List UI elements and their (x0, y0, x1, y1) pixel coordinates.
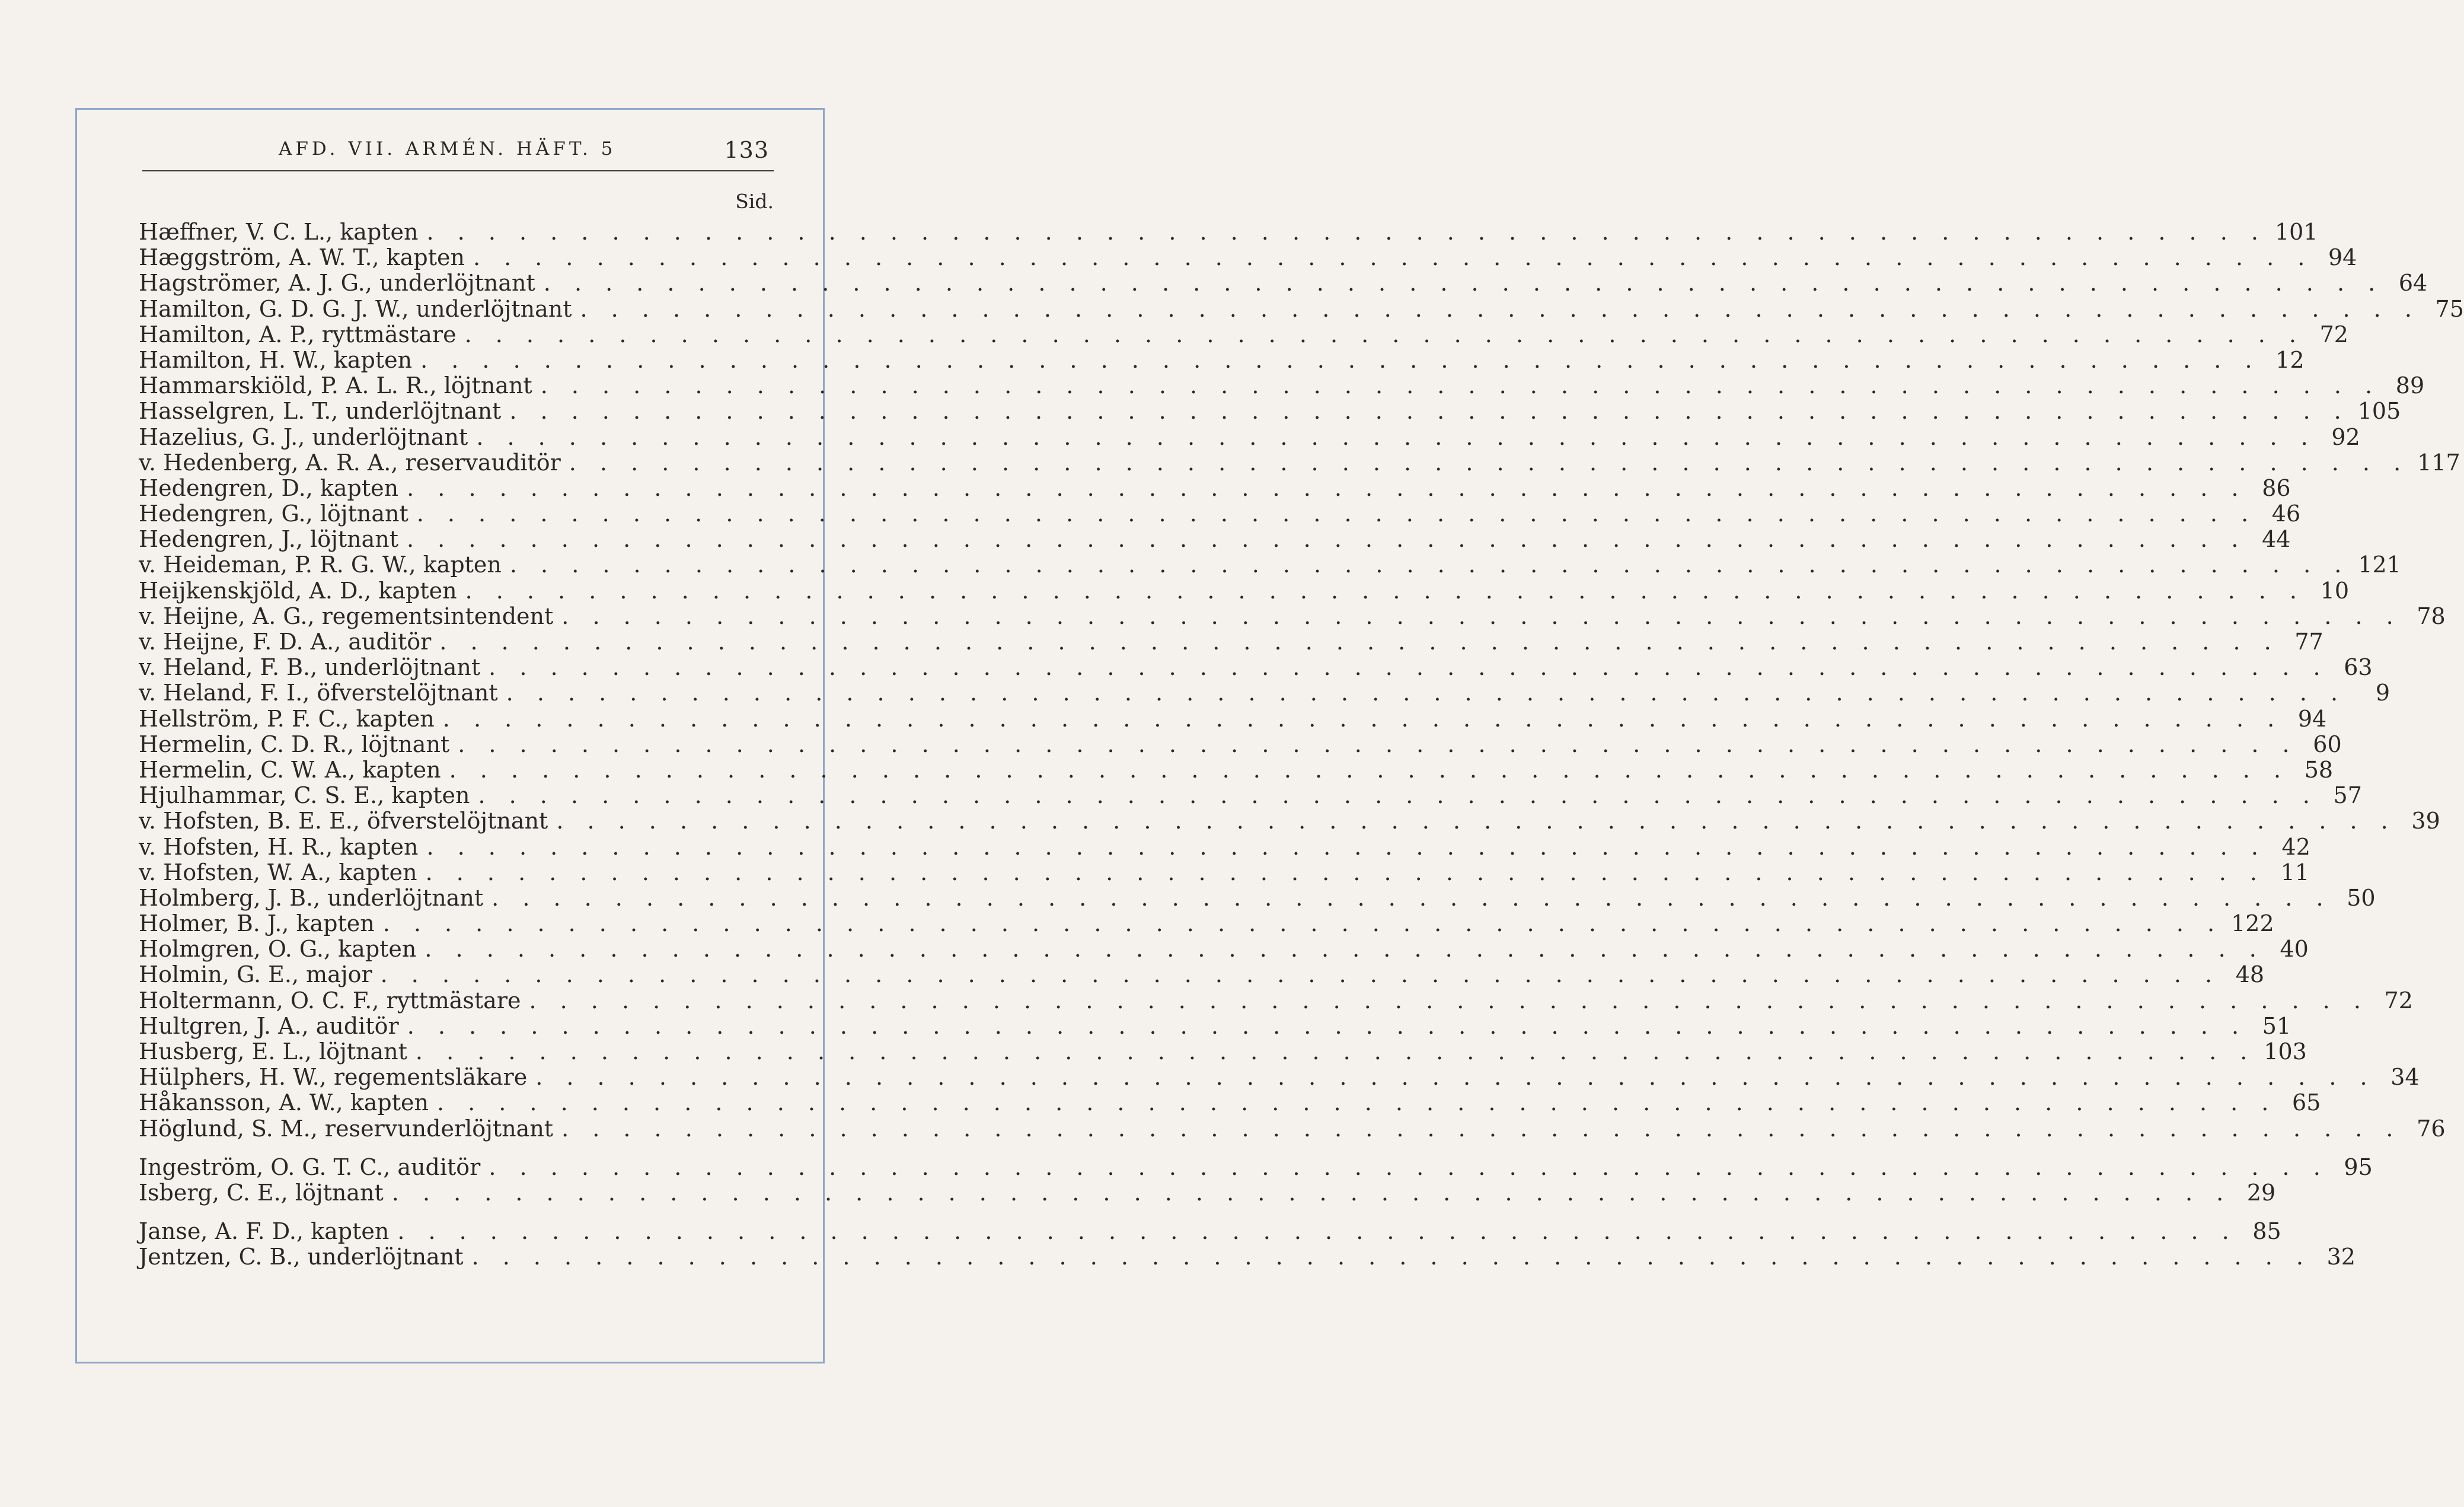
entry-page-number: 86 (2262, 474, 2291, 501)
index-entry (139, 1218, 2281, 1245)
index-entry (139, 474, 2291, 501)
dot-leader: . . . . . . . . . . . . . . . . . . . . . . . . . . . . . . . . . . . . . . . . . . . . . . . . . . . . . . . . . . . . (425, 859, 2266, 885)
entry-name: Hæggström, A. W. T., kapten (139, 244, 465, 271)
dot-leader: . . . . . . . . . . . . . . . . . . . . . . . . . . . . . . . . . . . . . . . . . . . . . . . . . . . . . . . . . . . . (473, 244, 2313, 271)
entry-page-number: 94 (2328, 244, 2357, 271)
dot-leader: . . . . . . . . . . . . . . . . . . . . . . . . . . . . . . . . . . . . . . . . . . . . . . . . . . . . . . . . . . . . (506, 680, 2347, 706)
entry-name: v. Heijne, F. D. A., auditör (139, 629, 432, 655)
entry-page-number: 72 (2384, 987, 2413, 1014)
entry-name: Jentzen, C. B., underlöjtnant (139, 1244, 464, 1270)
entry-name: Hermelin, C. W. A., kapten (139, 756, 441, 783)
entry-page-number: 85 (2252, 1218, 2281, 1245)
entry-name: Hagströmer, A. J. G., underlöjtnant (139, 270, 535, 297)
entry-page-number: 51 (2262, 1012, 2291, 1039)
entry-name: Hamilton, A. P., ryttmästare (139, 321, 457, 348)
index-entry (139, 1244, 2356, 1270)
index-entry (139, 731, 2342, 757)
entry-page-number: 76 (2417, 1115, 2446, 1142)
entry-page-number: 65 (2292, 1089, 2321, 1116)
entry-page-number: 63 (2344, 654, 2373, 681)
entry-page-number: 89 (2395, 372, 2425, 399)
index-entry (139, 756, 2334, 783)
index-entry (139, 705, 2327, 732)
entry-page-number: 50 (2347, 884, 2376, 911)
index-entry (139, 680, 2390, 706)
entry-page-number: 64 (2398, 270, 2428, 297)
entry-page-number: 42 (2281, 833, 2310, 860)
entry-name: Hedengren, G., löjtnant (139, 501, 408, 527)
dot-leader: . . . . . . . . . . . . . . . . . . . . . . . . . . . . . . . . . . . . . . . . . . . . . . . . . . . . . . . . . . . . (426, 219, 2267, 245)
entry-name: Janse, A. F. D., kapten (139, 1218, 390, 1245)
index-entry (139, 910, 2274, 937)
index-entry (139, 936, 2309, 963)
dot-leader: . . . . . . . . . . . . . . . . . . . . . . . . . . . . . . . . . . . . . . . . . . . . . . . . . . . . . . . . . . . . (569, 449, 2409, 476)
index-entry (139, 1012, 2291, 1039)
index-entry (139, 833, 2310, 860)
entry-name: Hæffner, V. C. L., kapten (139, 219, 419, 245)
entry-page-number: 75 (2435, 295, 2464, 322)
dot-leader: . . . . . . . . . . . . . . . . . . . . . . . . . . . . . . . . . . . . . . . . . . . . . . . . . . . . . . . . . . . . (556, 808, 2396, 834)
page-column-label: Sid. (735, 190, 774, 213)
entry-page-number: 105 (2357, 398, 2401, 425)
dot-leader: . . . . . . . . . . . . . . . . . . . . . . . . . . . . . . . . . . . . . . . . . . . . . . . . . . . . . . . . . . . . (476, 423, 2316, 450)
index-entry (139, 1038, 2307, 1065)
dot-leader: . . . . . . . . . . . . . . . . . . . . . . . . . . . . . . . . . . . . . . . . . . . . . . . . . . . . . . . . . . . . (465, 577, 2305, 604)
index-entry (139, 244, 2357, 271)
entry-name: Heijkenskjöld, A. D., kapten (139, 577, 457, 604)
index-entry (139, 1089, 2321, 1116)
index-entry (139, 603, 2446, 629)
entry-page-number: 46 (2271, 501, 2301, 527)
index-entry (139, 398, 2401, 425)
entry-page-number: 121 (2358, 552, 2401, 578)
running-header (142, 133, 774, 171)
index-entry (139, 1154, 2373, 1180)
entry-name: Hedengren, J., löjtnant (139, 526, 399, 553)
entry-page-number: 60 (2313, 731, 2342, 757)
dot-leader: . . . . . . . . . . . . . . . . . . . . . . . . . . . . . . . . . . . . . . . . . . . . . . . . . . . . . . . . . . . . (449, 756, 2290, 783)
entry-page-number: 40 (2280, 936, 2309, 963)
entry-page-number: 94 (2297, 705, 2327, 732)
entry-name: Hülphers, H. W., regementsläkare (139, 1064, 528, 1091)
index-entry (139, 270, 2428, 297)
entry-name: Hammarskiöld, P. A. L. R., löjtnant (139, 372, 532, 399)
entry-page-number: 95 (2344, 1154, 2373, 1180)
entry-page-number: 57 (2333, 782, 2362, 809)
entry-page-number: 10 (2320, 577, 2349, 604)
dot-leader: . . . . . . . . . . . . . . . . . . . . . . . . . . . . . . . . . . . . . . . . . . . . . . . . . . . . . . . . . . . . (509, 398, 2350, 425)
entry-name: Höglund, S. M., reservunderlöjtnant (139, 1115, 554, 1142)
entry-name: v. Heland, F. B., underlöjtnant (139, 654, 481, 681)
entry-name: Holmin, G. E., major (139, 961, 372, 988)
entry-name: v. Hofsten, W. A., kapten (139, 859, 417, 885)
dot-leader: . . . . . . . . . . . . . . . . . . . . . . . . . . . . . . . . . . . . . . . . . . . . . . . . . . . . . . . . . . . . (535, 1064, 2376, 1091)
entry-name: Hasselgren, L. T., underlöjtnant (139, 398, 502, 425)
index-entry (139, 629, 2323, 655)
entry-page-number: 39 (2411, 808, 2440, 834)
index-entry (139, 501, 2301, 527)
dot-leader: . . . . . . . . . . . . . . . . . . . . . . . . . . . . . . . . . . . . . . . . . . . . . . . . . . . . . . . . . . . . (426, 833, 2267, 860)
group-separator (139, 1142, 773, 1155)
dot-leader: . . . . . . . . . . . . . . . . . . . . . . . . . . . . . . . . . . . . . . . . . . . . . . . . . . . . . . . . . . . . (416, 501, 2257, 527)
entry-page-number: 12 (2275, 346, 2305, 373)
index-entry (139, 808, 2440, 834)
entry-name: Ingeström, O. G. T. C., auditör (139, 1154, 481, 1180)
index-entry (139, 321, 2348, 348)
entry-page-number: 58 (2304, 756, 2334, 783)
entry-page-number: 101 (2274, 219, 2318, 245)
entry-page-number: 78 (2417, 603, 2446, 629)
dot-leader: . . . . . . . . . . . . . . . . . . . . . . . . . . . . . . . . . . . . . . . . . . . . . . . . . . . . . . . . . . . . (491, 884, 2332, 911)
dot-leader: . . . . . . . . . . . . . . . . . . . . . . . . . . . . . . . . . . . . . . . . . . . . . . . . . . . . . . . . . . . . (529, 987, 2369, 1014)
index-entry (139, 654, 2373, 681)
entry-name: Hedengren, D., kapten (139, 474, 399, 501)
index-entry (139, 552, 2401, 578)
index-entry (139, 423, 2360, 450)
entry-page-number: 29 (2246, 1179, 2276, 1206)
entry-name: v. Hofsten, H. R., kapten (139, 833, 419, 860)
dot-leader: . . . . . . . . . . . . . . . . . . . . . . . . . . . . . . . . . . . . . . . . . . . . . . . . . . . . . . . . . . . . (489, 1154, 2329, 1180)
dot-leader: . . . . . . . . . . . . . . . . . . . . . . . . . . . . . . . . . . . . . . . . . . . . . . . . . . . . . . . . . . . . (439, 629, 2280, 655)
dot-leader: . . . . . . . . . . . . . . . . . . . . . . . . . . . . . . . . . . . . . . . . . . . . . . . . . . . . . . . . . . . . (420, 346, 2261, 373)
entry-page-number: 122 (2231, 910, 2274, 937)
entry-page-number: 9 (2375, 680, 2390, 706)
entry-name: Isberg, C. E., löjtnant (139, 1179, 384, 1206)
running-title: AFD. VII. ARMÉN. HÄFT. 5 (279, 138, 617, 160)
index-entry (139, 1064, 2420, 1091)
index-entry (139, 346, 2305, 373)
entry-page-number: 44 (2262, 526, 2291, 553)
entry-name: Holtermann, O. C. F., ryttmästare (139, 987, 521, 1014)
entry-name: v. Heijne, A. G., regementsintendent (139, 603, 554, 629)
index-entry (139, 295, 2464, 322)
page-number: 133 (724, 137, 769, 163)
entry-name: Hamilton, H. W., kapten (139, 346, 413, 373)
entry-page-number: 11 (2280, 859, 2310, 885)
dot-leader: . . . . . . . . . . . . . . . . . . . . . . . . . . . . . . . . . . . . . . . . . . . . . . . . . . . . . . . . . . . . (382, 910, 2223, 937)
index-entry (139, 859, 2310, 885)
entry-name: Hermelin, C. D. R., löjtnant (139, 731, 450, 757)
entry-name: Hamilton, G. D. G. J. W., underlöjtnant (139, 295, 572, 322)
dot-leader: . . . . . . . . . . . . . . . . . . . . . . . . . . . . . . . . . . . . . . . . . . . . . . . . . . . . . . . . . . . . (442, 705, 2283, 732)
entry-page-number: 103 (2264, 1038, 2307, 1065)
dot-leader: . . . . . . . . . . . . . . . . . . . . . . . . . . . . . . . . . . . . . . . . . . . . . . . . . . . . . . . . . . . . (543, 270, 2384, 297)
index-entry (139, 987, 2413, 1014)
entry-name: Holmgren, O. G., kapten (139, 936, 417, 963)
index-entry (139, 1179, 2276, 1206)
dot-leader: . . . . . . . . . . . . . . . . . . . . . . . . . . . . . . . . . . . . . . . . . . . . . . . . . . . . . . . . . . . . (580, 295, 2420, 322)
entry-page-number: 32 (2326, 1244, 2356, 1270)
entry-page-number: 34 (2390, 1064, 2420, 1091)
entry-name: Hjulhammar, C. S. E., kapten (139, 782, 470, 809)
dot-leader: . . . . . . . . . . . . . . . . . . . . . . . . . . . . . . . . . . . . . . . . . . . . . . . . . . . . . . . . . . . . (561, 603, 2402, 629)
group-separator (139, 1206, 773, 1219)
entry-name: Husberg, E. L., löjtnant (139, 1038, 407, 1065)
index-entry (139, 884, 2376, 911)
index-entry (139, 372, 2425, 399)
index-entry (139, 526, 2291, 553)
index-entry (139, 1115, 2446, 1142)
dot-leader: . . . . . . . . . . . . . . . . . . . . . . . . . . . . . . . . . . . . . . . . . . . . . . . . . . . . . . . . . . . . (397, 1218, 2238, 1245)
entry-name: Holmberg, J. B., underlöjtnant (139, 884, 484, 911)
index-entry (139, 219, 2318, 245)
entry-name: Hazelius, G. J., underlöjtnant (139, 423, 468, 450)
dot-leader: . . . . . . . . . . . . . . . . . . . . . . . . . . . . . . . . . . . . . . . . . . . . . . . . . . . . . . . . . . . . (471, 1244, 2312, 1270)
entry-name: v. Hofsten, B. E. E., öfverstelöjtnant (139, 808, 548, 834)
entry-page-number: 92 (2331, 423, 2360, 450)
entry-name: v. Heland, F. I., öfverstelöjtnant (139, 680, 498, 706)
dot-leader: . . . . . . . . . . . . . . . . . . . . . . . . . . . . . . . . . . . . . . . . . . . . . . . . . . . . . . . . . . . . (407, 526, 2247, 553)
dot-leader: . . . . . . . . . . . . . . . . . . . . . . . . . . . . . . . . . . . . . . . . . . . . . . . . . . . . . . . . . . . . (561, 1115, 2402, 1142)
dot-leader: . . . . . . . . . . . . . . . . . . . . . . . . . . . . . . . . . . . . . . . . . . . . . . . . . . . . . . . . . . . . (458, 731, 2298, 757)
dot-leader: . . . . . . . . . . . . . . . . . . . . . . . . . . . . . . . . . . . . . . . . . . . . . . . . . . . . . . . . . . . . (464, 321, 2305, 348)
entry-name: v. Hedenberg, A. R. A., reservauditör (139, 449, 561, 476)
index-entry (139, 577, 2349, 604)
entry-name: Håkansson, A. W., kapten (139, 1089, 429, 1116)
index-entry (139, 961, 2265, 988)
dot-leader: . . . . . . . . . . . . . . . . . . . . . . . . . . . . . . . . . . . . . . . . . . . . . . . . . . . . . . . . . . . . (509, 552, 2350, 578)
dot-leader: . . . . . . . . . . . . . . . . . . . . . . . . . . . . . . . . . . . . . . . . . . . . . . . . . . . . . . . . . . . . (391, 1179, 2232, 1206)
dot-leader: . . . . . . . . . . . . . . . . . . . . . . . . . . . . . . . . . . . . . . . . . . . . . . . . . . . . . . . . . . . . (415, 1038, 2256, 1065)
index-entry (139, 782, 2362, 809)
entry-page-number: 77 (2294, 629, 2323, 655)
entry-page-number: 48 (2235, 961, 2265, 988)
index-entry (139, 449, 2460, 476)
dot-leader: . . . . . . . . . . . . . . . . . . . . . . . . . . . . . . . . . . . . . . . . . . . . . . . . . . . . . . . . . . . . (407, 1012, 2248, 1039)
dot-leader: . . . . . . . . . . . . . . . . . . . . . . . . . . . . . . . . . . . . . . . . . . . . . . . . . . . . . . . . . . . . (436, 1089, 2277, 1116)
dot-leader: . . . . . . . . . . . . . . . . . . . . . . . . . . . . . . . . . . . . . . . . . . . . . . . . . . . . . . . . . . . . (489, 654, 2329, 681)
entry-page-number: 72 (2319, 321, 2348, 348)
dot-leader: . . . . . . . . . . . . . . . . . . . . . . . . . . . . . . . . . . . . . . . . . . . . . . . . . . . . . . . . . . . . (478, 782, 2318, 809)
dot-leader: . . . . . . . . . . . . . . . . . . . . . . . . . . . . . . . . . . . . . . . . . . . . . . . . . . . . . . . . . . . . (380, 961, 2221, 988)
dot-leader: . . . . . . . . . . . . . . . . . . . . . . . . . . . . . . . . . . . . . . . . . . . . . . . . . . . . . . . . . . . . (540, 372, 2381, 399)
entry-name: Hellström, P. F. C., kapten (139, 705, 435, 732)
entry-name: Holmer, B. J., kapten (139, 910, 375, 937)
dot-leader: . . . . . . . . . . . . . . . . . . . . . . . . . . . . . . . . . . . . . . . . . . . . . . . . . . . . . . . . . . . . (425, 936, 2265, 963)
entry-page-number: 117 (2417, 449, 2460, 476)
index-list (139, 219, 2464, 1270)
entry-name: v. Heideman, P. R. G. W., kapten (139, 552, 502, 578)
entry-name: Hultgren, J. A., auditör (139, 1012, 399, 1039)
dot-leader: . . . . . . . . . . . . . . . . . . . . . . . . . . . . . . . . . . . . . . . . . . . . . . . . . . . . . . . . . . . . (407, 474, 2247, 501)
